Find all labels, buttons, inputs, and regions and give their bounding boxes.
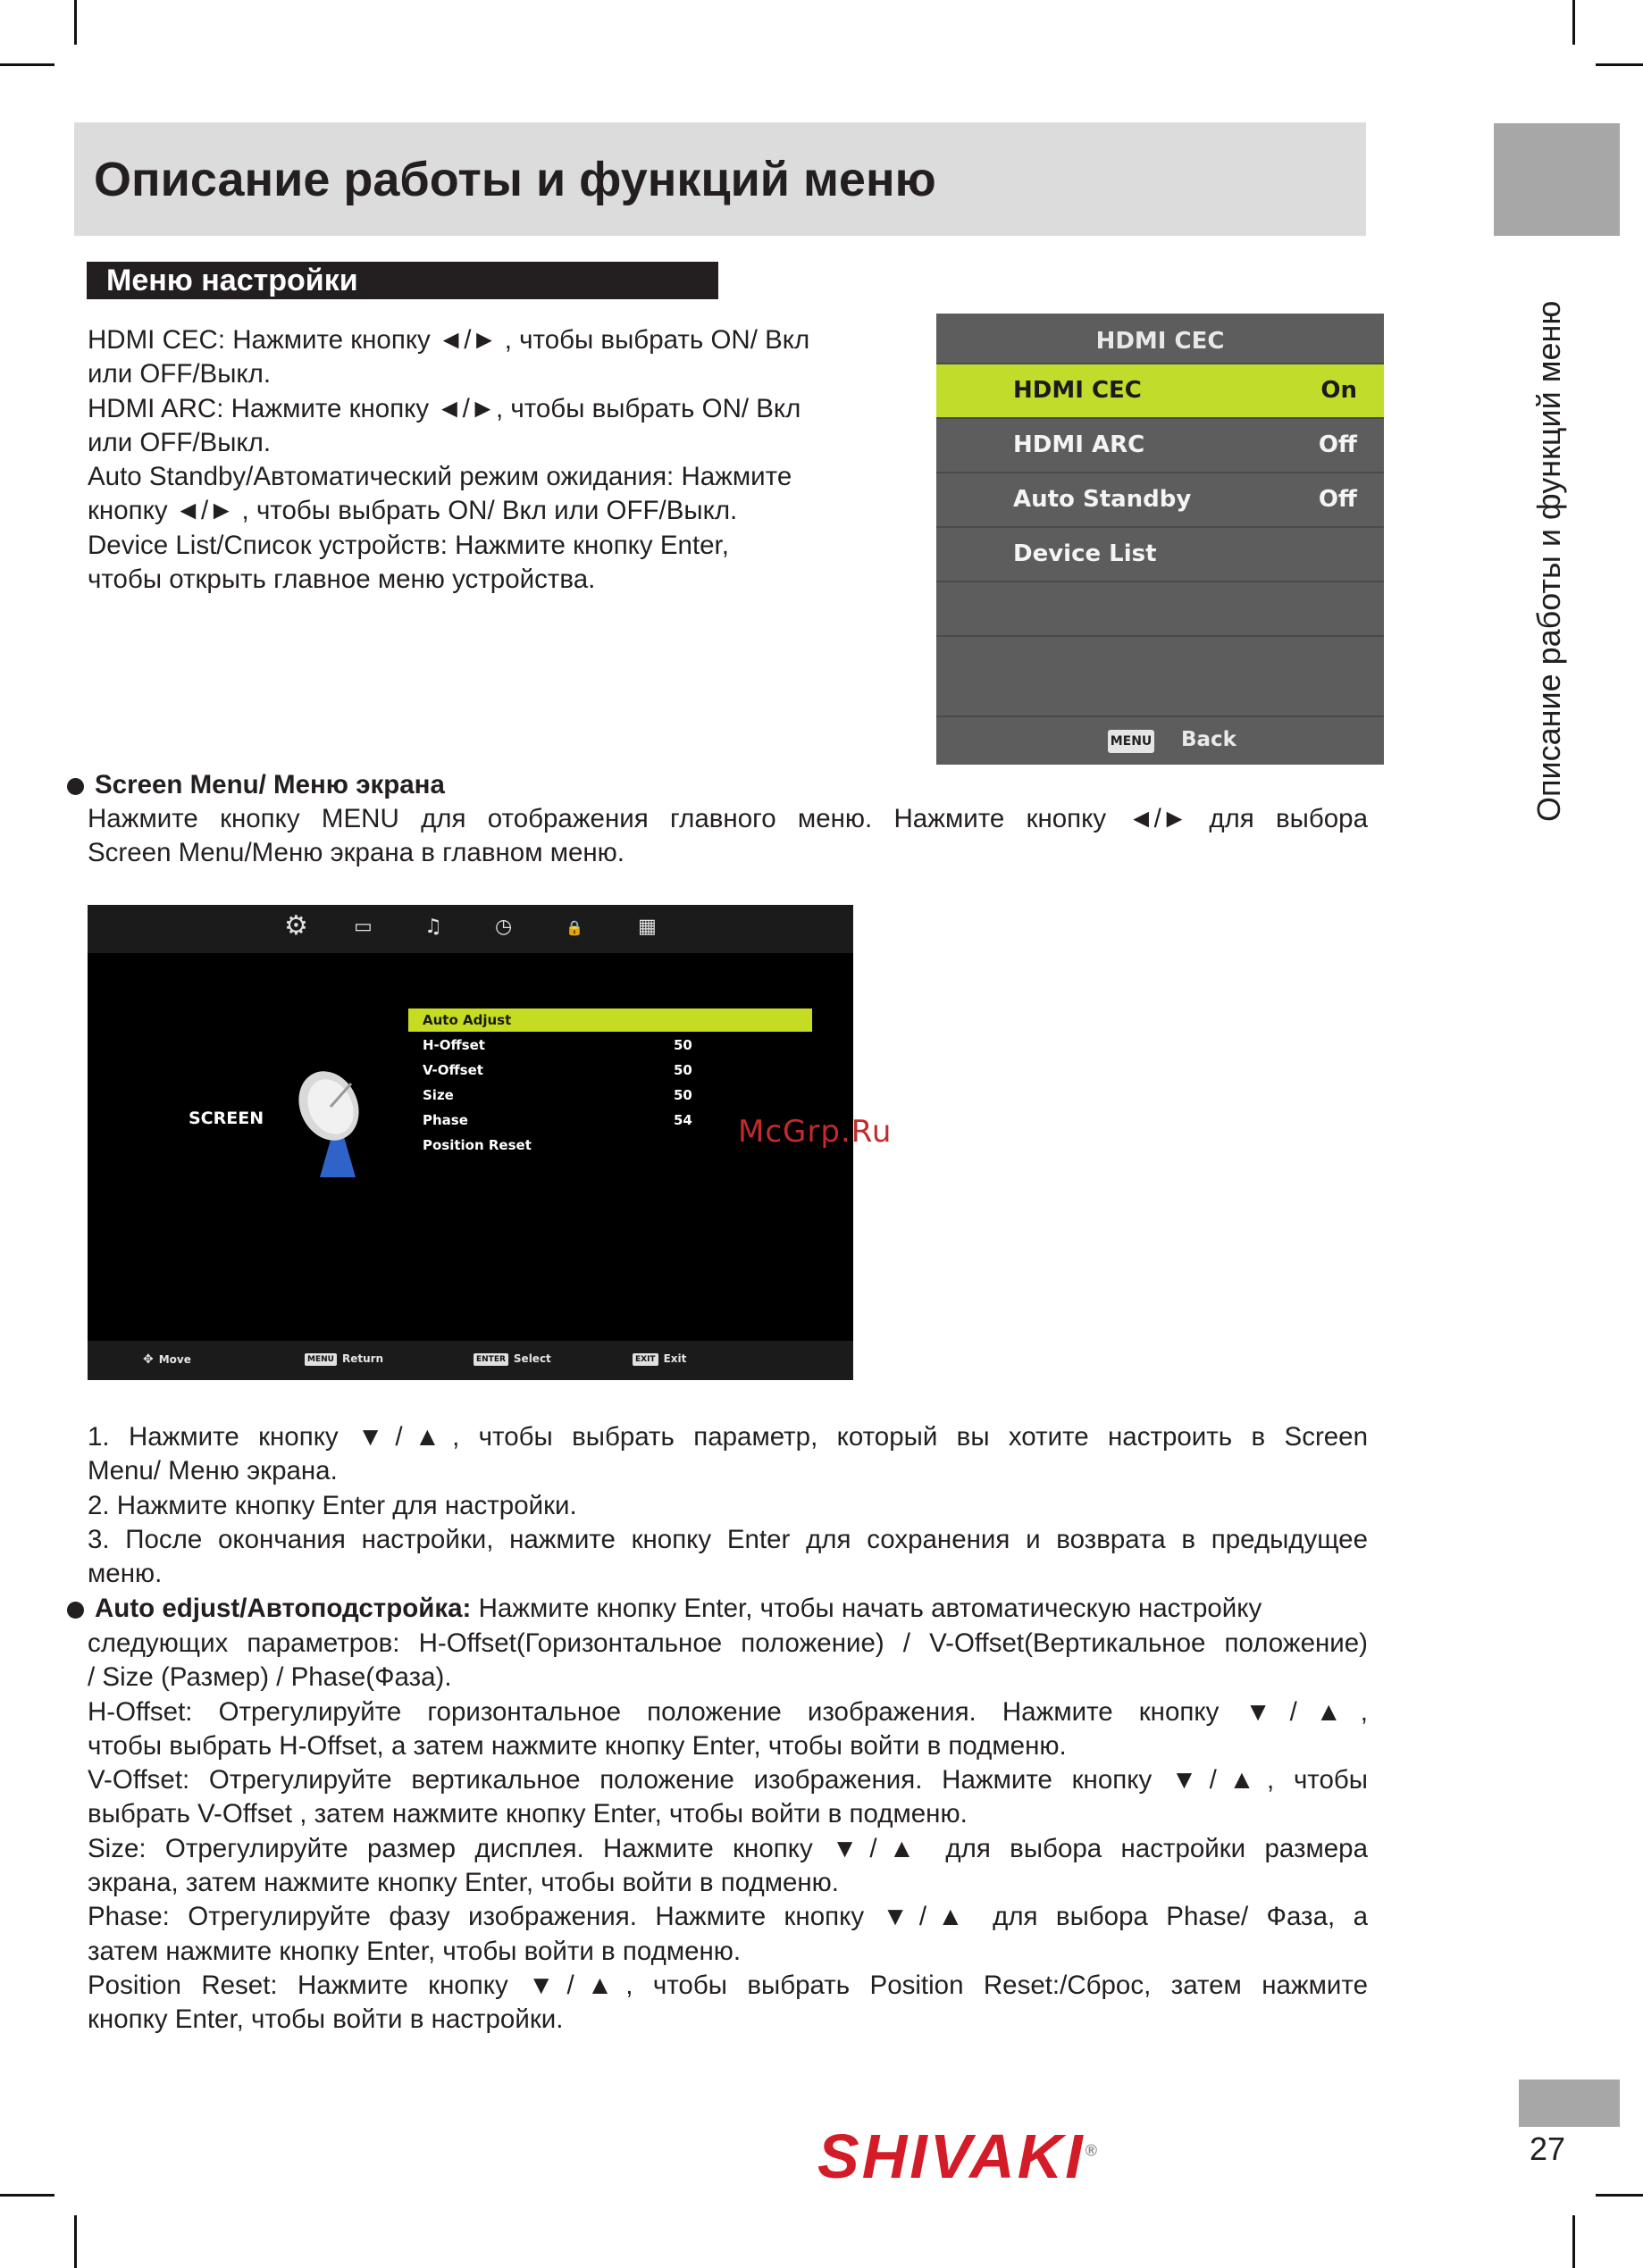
cec-item-label: HDMI ARC	[1013, 431, 1145, 458]
text-line: или OFF/Выкл.	[88, 427, 272, 457]
cec-item-label: HDMI CEC	[1013, 377, 1142, 404]
auto-adjust-description	[88, 1627, 1368, 2038]
screen-menu-footer	[88, 1341, 853, 1380]
text-line: HDMI ARC: Нажмите кнопку ◄/►, чтобы выбрать ON/ Вкл	[88, 393, 801, 423]
section-title: Меню настройки	[87, 262, 718, 299]
menu-key-icon: MENU	[305, 1353, 337, 1366]
screen-item-value: 50	[674, 1062, 692, 1078]
text-line: V-Offset: Отрегулируйте вертикальное положение изображения. Нажмите кнопку ▼/▲, чтобы	[88, 1765, 1368, 1795]
steps-list	[88, 1420, 1368, 1591]
text-line: Phase: Отрегулируйте фазу изображения. Нажмите кнопку ▼/▲ для выбора Phase/ Фаза, а	[88, 1902, 1368, 1932]
page-title: Описание работы и функций меню	[94, 152, 936, 206]
side-tab	[1494, 123, 1620, 236]
text-line: чтобы выбрать H-Offset, а затем нажмите кнопку Enter, чтобы войти в подменю.	[88, 1730, 1067, 1761]
text-line: HDMI CEC: Нажмите кнопку ◄/► , чтобы выбрать ON/ Вкл	[88, 325, 810, 355]
text-line: Size: Отрегулируйте размер дисплея. Нажмите кнопку ▼/▲ для выбора настройки размера	[88, 1833, 1368, 1863]
screen-item-label: V-Offset	[423, 1062, 483, 1078]
text-line: / Size (Размер) / Phase(Фаза).	[88, 1662, 452, 1693]
cec-item-auto-standby	[936, 472, 1384, 526]
text-line: Auto Standby/Автоматический режим ожидания: Нажмите	[88, 462, 792, 492]
footer-exit-label: Exit	[663, 1352, 687, 1365]
cec-empty-row	[936, 581, 1384, 635]
side-running-title: Описание работы и функций меню	[1530, 300, 1567, 822]
text-line: следующих параметров: H-Offset(Горизонтальное положение) / V-Offset(Вертикальное положение)	[88, 1628, 1368, 1658]
back-label: Back	[1181, 728, 1236, 751]
crop-mark	[74, 2215, 77, 2268]
screen-item-v-offset	[408, 1059, 812, 1082]
text-line: 1. Нажмите кнопку ▼/▲, чтобы выбрать параметр, который вы хотите настроить в Screen	[88, 1422, 1368, 1452]
crop-mark	[1596, 63, 1643, 66]
text-line: меню.	[88, 1559, 163, 1589]
screen-item-value: 54	[674, 1112, 692, 1128]
screen-item-h-offset	[408, 1034, 812, 1057]
picture-icon: ▭	[354, 916, 373, 938]
text-line: 2. Нажмите кнопку Enter для настройки.	[88, 1490, 577, 1520]
screen-item-label: Auto Adjust	[423, 1012, 512, 1028]
crop-mark	[0, 2194, 54, 2197]
cec-item-value: Off	[1318, 486, 1357, 513]
screen-item-label: H-Offset	[423, 1037, 485, 1053]
page-number-tab	[1519, 2080, 1620, 2127]
bullet-icon	[67, 1602, 84, 1619]
text-line: Screen Menu/Меню экрана в главном меню.	[88, 838, 625, 868]
crop-mark	[1572, 0, 1575, 45]
bullet-icon	[67, 778, 84, 795]
hdmi-description	[88, 323, 892, 597]
logo-text: SHIVAKI	[817, 2122, 1086, 2191]
text-line: выбрать V-Offset , затем нажмите кнопку Enter, чтобы войти в подменю.	[88, 1799, 968, 1829]
lock-icon: 🔒	[566, 919, 583, 936]
auto-adjust-intro: Нажмите кнопку Enter, чтобы начать автоматическую настройку	[471, 1594, 1262, 1623]
cec-item-device-list	[936, 526, 1384, 581]
cec-empty-row	[936, 635, 1384, 690]
screen-item-label: Size	[423, 1087, 454, 1103]
hdmi-cec-menu-screenshot	[936, 314, 1384, 765]
menu-tab-bar	[88, 905, 853, 953]
page-number: 27	[1530, 2130, 1566, 2167]
cec-item-hdmi-cec	[936, 363, 1384, 417]
text-line: кнопку Enter, чтобы войти в настройки.	[88, 2004, 564, 2035]
screen-menu-intro	[88, 802, 1368, 871]
text-line: или OFF/Выкл.	[88, 359, 272, 389]
footer-return	[305, 1352, 383, 1366]
text-line: экрана, затем нажмите кнопку Enter, чтобы войти в подменю.	[88, 1868, 839, 1898]
screen-item-label: Position Reset	[423, 1137, 532, 1153]
crop-mark	[0, 63, 54, 66]
cec-menu-footer	[936, 716, 1384, 765]
cec-item-label: Device List	[1013, 540, 1157, 567]
crop-mark	[74, 0, 77, 45]
screen-item-label: Phase	[423, 1112, 468, 1128]
footer-select	[474, 1352, 551, 1366]
menu-key-icon: MENU	[1108, 730, 1154, 753]
text-line: чтобы открыть главное меню устройства.	[88, 565, 596, 595]
screen-menu-heading-text: Screen Menu/ Меню экрана	[95, 770, 445, 799]
footer-move	[143, 1352, 191, 1367]
cec-item-value: Off	[1318, 431, 1357, 458]
cec-item-hdmi-arc	[936, 417, 1384, 472]
screen-item-value: 50	[674, 1087, 692, 1103]
crop-mark	[1572, 2215, 1575, 2268]
cec-item-label: Auto Standby	[1013, 486, 1192, 513]
footer-move-label: Move	[158, 1353, 191, 1366]
exit-key-icon: EXIT	[633, 1353, 658, 1366]
shivaki-logo	[817, 2121, 1100, 2192]
move-arrows-icon: ✥	[143, 1352, 154, 1367]
text-line: 3. После окончания настройки, нажмите кнопку Enter для сохранения и возврата в предыдущее	[88, 1524, 1368, 1554]
page-title-bar	[74, 122, 1366, 236]
footer-return-label: Return	[341, 1352, 384, 1365]
time-icon: ◷	[495, 916, 513, 938]
auto-adjust-heading: Auto edjust/Автоподстройка:	[95, 1594, 472, 1623]
registered-mark: ®	[1085, 2141, 1101, 2160]
watermark: McGrp.Ru	[738, 1114, 893, 1150]
screen-item-value: 50	[674, 1037, 692, 1053]
enter-key-icon: ENTER	[474, 1353, 508, 1366]
satellite-dish-icon	[293, 1066, 373, 1182]
cec-menu-title: HDMI CEC	[1095, 328, 1225, 355]
text-line: Device List/Список устройств: Нажмите кнопку Enter,	[88, 530, 729, 560]
footer-select-label: Select	[513, 1352, 551, 1365]
text-line: Position Reset: Нажмите кнопку ▼/▲, чтобы выбрать Position Reset:/Сброс, затем нажмите	[88, 1970, 1368, 2000]
screen-menu-heading	[67, 768, 445, 802]
screen-item-auto-adjust	[408, 1008, 812, 1032]
text-line: Нажмите кнопку MENU для отображения главного меню. Нажмите кнопку ◄/► для выбора	[88, 804, 1368, 833]
setup-grid-icon: ▦	[638, 916, 657, 938]
cec-item-value: On	[1320, 377, 1357, 404]
settings-gear-icon: ⚙	[284, 910, 308, 942]
text-line: кнопку ◄/► , чтобы выбрать ON/ Вкл или OFF/Выкл.	[88, 496, 738, 526]
screen-item-size	[408, 1084, 812, 1107]
screen-label: SCREEN	[189, 1109, 264, 1128]
text-line: H-Offset: Отрегулируйте горизонтальное положение изображения. Нажмите кнопку ▼/▲,	[88, 1696, 1368, 1727]
crop-mark	[1596, 2194, 1643, 2197]
sound-icon: ♫	[424, 916, 442, 938]
auto-adjust-first-line	[67, 1592, 1368, 1626]
text-line: затем нажмите кнопку Enter, чтобы войти в подменю.	[88, 1936, 742, 1966]
footer-exit	[633, 1352, 686, 1366]
text-line: Menu/ Меню экрана.	[88, 1456, 338, 1486]
